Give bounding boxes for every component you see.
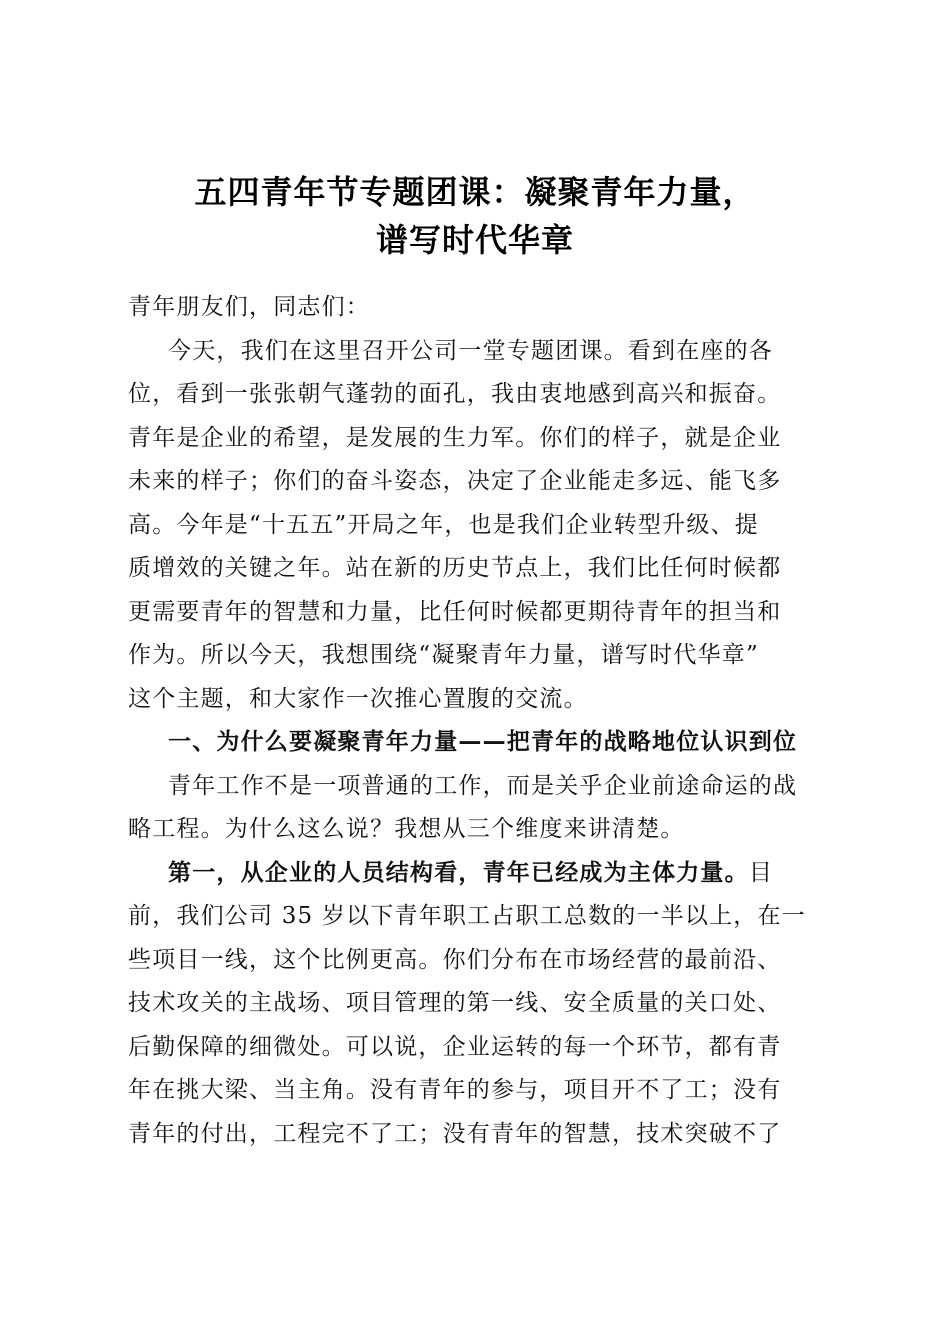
paragraph-line: 青年是企业的希望，是发展的生力军。你们的样子，就是企业 bbox=[128, 424, 782, 451]
document-title-line-2: 谱写时代华章 bbox=[375, 221, 574, 259]
paragraph-line: 些项目一线，这个比例更高。你们分布在市场经营的最前沿、 bbox=[128, 946, 782, 973]
paragraph-line: 后勤保障的细微处。可以说，企业运转的每一个环节，都有青 bbox=[128, 1033, 782, 1060]
document-title-line-1: 五四青年节专题团课：凝聚青年力量， bbox=[194, 173, 756, 211]
paragraph-line: 略工程。为什么这么说？我想从三个维度来讲清楚。 bbox=[128, 816, 685, 842]
point-heading: 第一，从企业的人员结构看，青年已经成为主体力量。 bbox=[168, 859, 749, 886]
section-heading: 一、为什么要凝聚青年力量——把青年的战略地位认识到位 bbox=[168, 729, 798, 755]
paragraph-line: 前，我们公司 35 岁以下青年职工占职工总数的一半以上，在一 bbox=[128, 903, 806, 929]
paragraph-line: 这个主题，和大家作一次推心置腹的交流。 bbox=[128, 685, 588, 712]
paragraph-line: 年在挑大梁、当主角。没有青年的参与，项目开不了工；没有 bbox=[128, 1077, 782, 1103]
salutation: 青年朋友们，同志们： bbox=[128, 294, 370, 320]
paragraph-line: 高。今年是“十五五”开局之年，也是我们企业转型升级、提 bbox=[128, 511, 759, 538]
paragraph-line: 作为。所以今天，我想围绕“凝聚青年力量，谱写时代华章” bbox=[128, 642, 759, 668]
document-body bbox=[128, 286, 828, 1156]
paragraph-line: 技术攻关的主战场、项目管理的第一线、安全质量的关口处、 bbox=[128, 990, 782, 1016]
paragraph-line: 青年工作不是一项普通的工作，而是关乎企业前途命运的战 bbox=[168, 772, 798, 799]
paragraph-line: 质增效的关键之年。站在新的历史节点上，我们比任何时候都 bbox=[128, 555, 782, 581]
paragraph-line bbox=[128, 852, 828, 896]
paragraph-line: 位，看到一张张朝气蓬勃的面孔，我由衷地感到高兴和振奋。 bbox=[128, 381, 782, 407]
paragraph-line: 青年的付出，工程完不了工；没有青年的智慧，技术突破不了 bbox=[128, 1120, 782, 1147]
paragraph-line: 今天，我们在这里召开公司一堂专题团课。看到在座的各 bbox=[168, 337, 773, 364]
paragraph-line: 更需要青年的智慧和力量，比任何时候都更期待青年的担当和 bbox=[128, 598, 782, 625]
paragraph-line: 未来的样子；你们的奋斗姿态，决定了企业能走多远、能飞多 bbox=[128, 468, 782, 494]
paragraph-text: 目 bbox=[748, 859, 774, 886]
